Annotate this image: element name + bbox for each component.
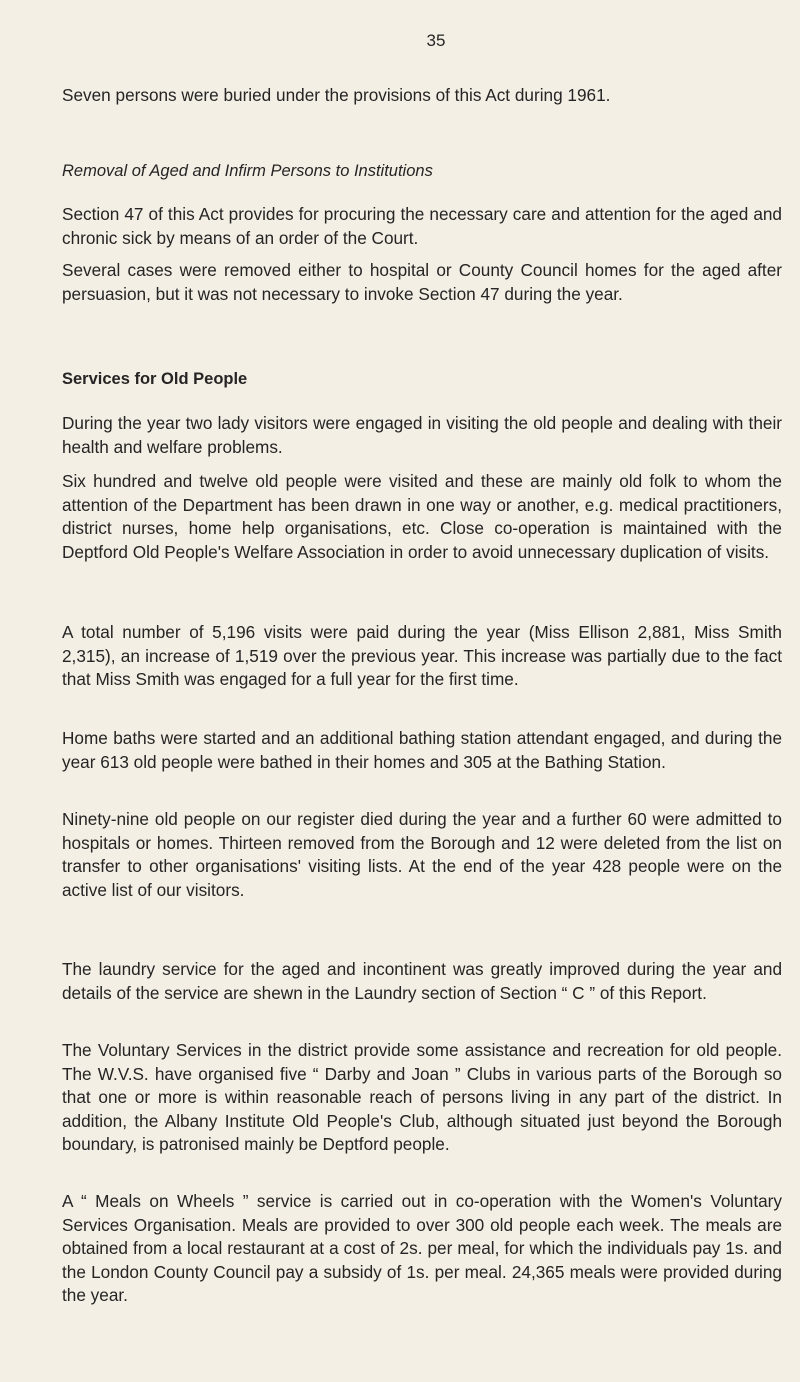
paragraph-meals-on-wheels: A “ Meals on Wheels ” service is carried out in co-operation with the Women's Voluntary Services Organisation. Meals are provided to over 300 old people each week. The meals are obtained from a local restaurant at a cost of 2s. per meal, for which the individuals pay 1s. and the London County Council pay a subsidy of 1s. per meal. 24,365 meals were provided during the year. — [62, 1191, 782, 1306]
paragraph-visit-totals: A total number of 5,196 visits were paid during the year (Miss Ellison 2,881, Miss Smith 2,315), an increase of 1,519 over the previous year. This increase was partially due to the fact that Miss Smith was engaged for a full year for the first time. — [62, 622, 782, 690]
paragraph-home-baths: Home baths were started and an additional bathing station attendant engaged, and during the year 613 old people were bathed in their homes and 305 at the Bathing Station. — [62, 728, 782, 772]
paragraph-voluntary-services: The Voluntary Services in the district provide some assistance and recreation for old people. The W.V.S. have organised five “ Darby and Joan ” Clubs in various parts of the Borough so that one or more is within reasonable reach of persons living in any part of the district. In addition, the Albany Institute Old People's Club, although situated just beyond the Borough boundary, is patronised mainly be Deptford people. — [62, 1040, 782, 1155]
page-number: 35 — [426, 31, 446, 50]
paragraph-visited-old-people: Six hundred and twelve old people were visited and these are mainly old folk to whom the attention of the Department has been drawn in one way or another, e.g. medical practitioners, district nurses, home help organisations, etc. Close co-operation is maintained with the Deptford Old People's Welfare Association in order to avoid unnecessary duplication of visits. — [62, 471, 782, 562]
paragraph-register-changes: Ninety-nine old people on our register died during the year and a further 60 were admitted to hospitals or homes. Thirteen removed from the Borough and 12 were deleted from the list on transfer to other organisations' visiting lists. At the end of the year 428 people were on the active list of our visitors. — [62, 809, 782, 900]
paragraph-burials: Seven persons were buried under the provisions of this Act during 1961. — [62, 85, 611, 105]
paragraph-section-47-provision: Section 47 of this Act provides for procuring the necessary care and attention for the aged and chronic sick by means of an order of the Court. — [62, 204, 782, 248]
paragraph-laundry-service: The laundry service for the aged and incontinent was greatly improved during the year and details of the service are shewn in the Laundry section of Section “ C ” of this Report. — [62, 959, 782, 1003]
heading-removal-aged-infirm: Removal of Aged and Infirm Persons to Institutions — [62, 162, 433, 180]
paragraph-section-47-cases: Several cases were removed either to hospital or County Council homes for the aged after persuasion, but it was not necessary to invoke Section 47 during the year. — [62, 260, 782, 304]
heading-services-old-people: Services for Old People — [62, 370, 248, 388]
paragraph-lady-visitors: During the year two lady visitors were engaged in visiting the old people and dealing with their health and welfare problems. — [62, 413, 782, 457]
